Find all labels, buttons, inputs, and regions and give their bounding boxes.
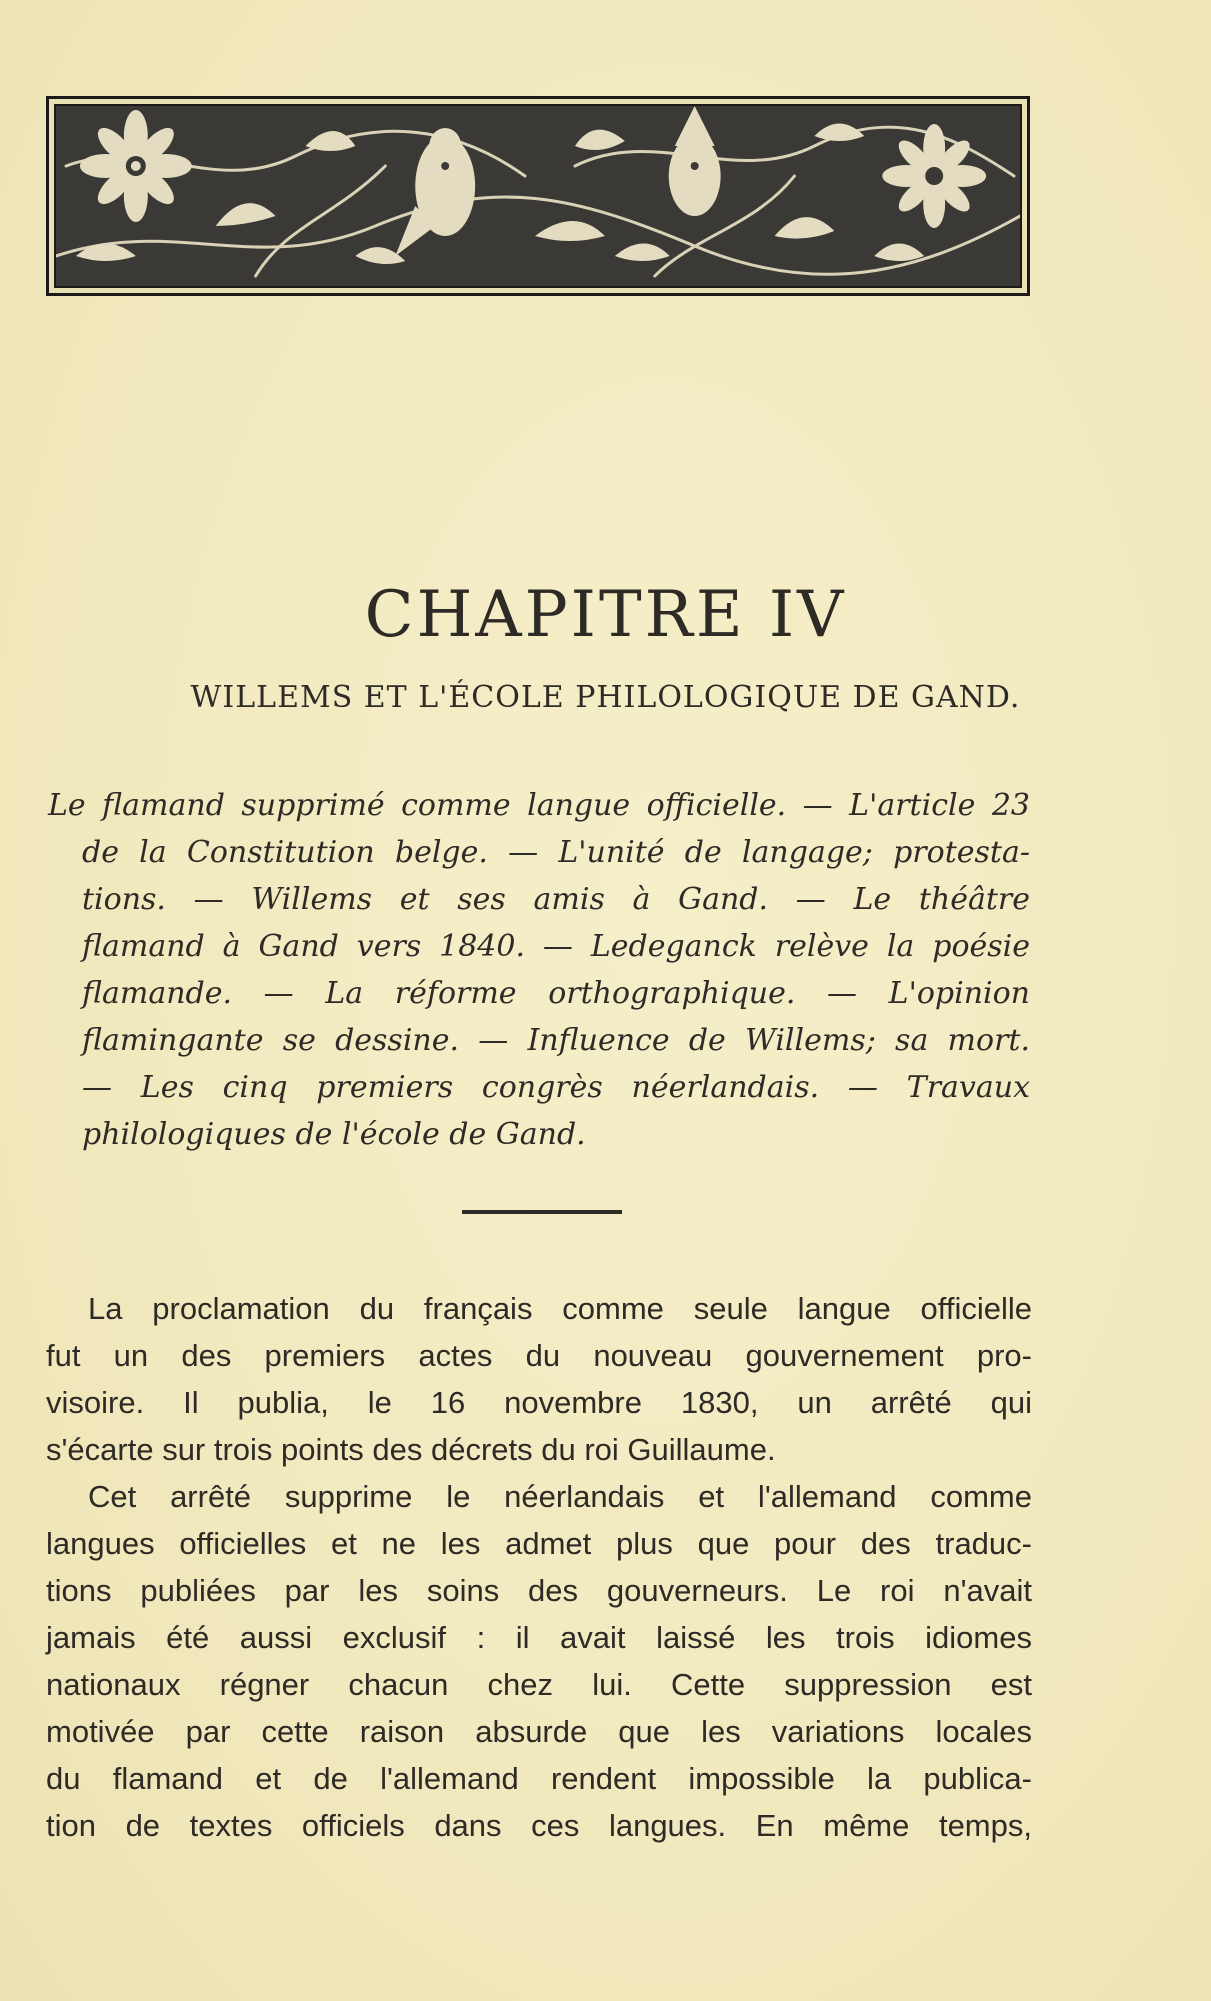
paragraph-line: tion de textes officiels dans ces langues. En même temps, bbox=[46, 1808, 1032, 1843]
summary-line: flamand à Gand vers 1840. — Ledeganck relève la poésie bbox=[82, 929, 1030, 964]
paragraph-line: fut un des premiers actes du nouveau gouvernement pro- bbox=[46, 1338, 1032, 1373]
paragraph-line: La proclamation du français comme seule langue officielle bbox=[88, 1291, 1032, 1326]
paragraph-line: nationaux régner chacun chez lui. Cette suppression est bbox=[46, 1667, 1032, 1702]
chapter-summary bbox=[48, 782, 1030, 1158]
paragraph-line: tions publiées par les soins des gouverneurs. Le roi n'avait bbox=[46, 1573, 1032, 1608]
paragraph-line: jamais été aussi exclusif : il avait laissé les trois idiomes bbox=[46, 1620, 1032, 1655]
summary-line: de la Constitution belge. — L'unité de langage; protesta- bbox=[82, 835, 1030, 870]
floral-vignette-icon bbox=[54, 104, 1022, 288]
summary-line: flamande. — La réforme orthographique. — L'opinion bbox=[82, 976, 1030, 1011]
paragraph-line: langues officielles et ne les admet plus que pour des traduc- bbox=[46, 1526, 1032, 1561]
summary-line: tions. — Willems et ses amis à Gand. — Le théâtre bbox=[82, 882, 1030, 917]
paragraph-line: s'écarte sur trois points des décrets du roi Guillaume. bbox=[46, 1432, 776, 1467]
summary-line: flamingante se dessine. — Influence de Willems; sa mort. bbox=[82, 1023, 1030, 1058]
chapter-subtitle: WILLEMS ET L'ÉCOLE PHILOLOGIQUE DE GAND. bbox=[190, 680, 1021, 715]
chapter-title: CHAPITRE IV bbox=[364, 577, 847, 652]
paragraph-line: du flamand et de l'allemand rendent impossible la publica- bbox=[46, 1761, 1032, 1796]
body-text bbox=[46, 1285, 1032, 1849]
floral-headpiece-ornament bbox=[46, 96, 1030, 296]
summary-line: — Les cinq premiers congrès néerlandais. — Travaux bbox=[82, 1070, 1030, 1105]
floral-vignette-drawing bbox=[56, 106, 1020, 286]
paragraph-line: Cet arrêté supprime le néerlandais et l'allemand comme bbox=[88, 1479, 1032, 1514]
summary-line: Le flamand supprimé comme langue officielle. — L'article 23 bbox=[48, 788, 1030, 823]
paragraph-line: visoire. Il publia, le 16 novembre 1830, un arrêté qui bbox=[46, 1385, 1032, 1420]
summary-line: philologiques de l'école de Gand. bbox=[82, 1117, 586, 1152]
paragraph-line: motivée par cette raison absurde que les variations locales bbox=[46, 1714, 1032, 1749]
section-divider bbox=[462, 1210, 622, 1214]
